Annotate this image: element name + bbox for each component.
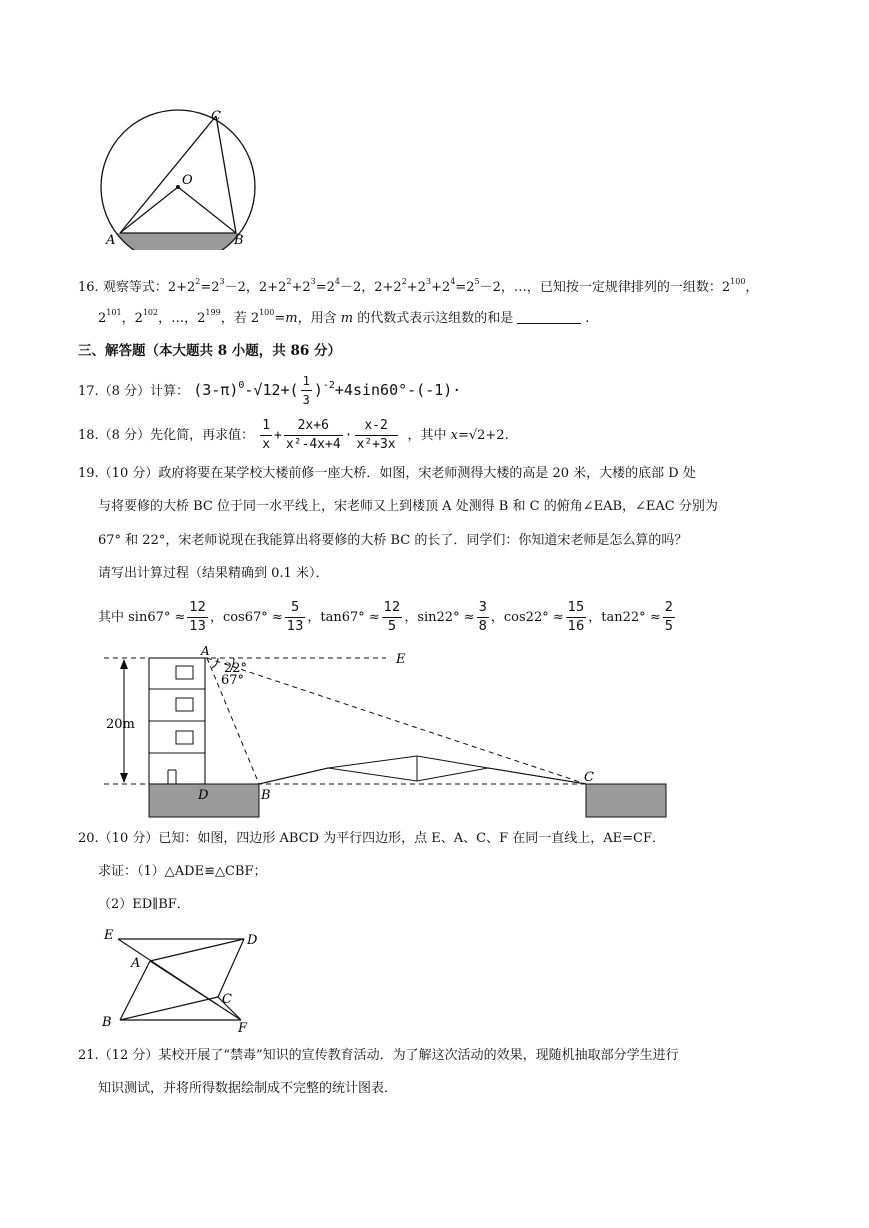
q21-line2: 知识测试，并将所得数据绘制成不完整的统计图表． — [98, 1081, 398, 1096]
answer-blank[interactable] — [517, 309, 581, 324]
label-e: E — [396, 652, 406, 667]
ground-right — [586, 784, 666, 817]
label-a: A — [131, 956, 141, 971]
angle-22: 22° — [224, 661, 248, 676]
label-d: D — [247, 933, 258, 948]
circle-figure — [96, 100, 266, 250]
label-d: D — [198, 788, 209, 803]
section-3-heading: 三、解答题（本大题共 8 小题，共 86 分） — [78, 343, 341, 359]
label-b: B — [234, 233, 244, 248]
label-a: A — [106, 233, 116, 248]
label-o: O — [182, 173, 193, 188]
label-f: F — [238, 1021, 248, 1035]
q20-line3: （2）ED∥BF． — [98, 897, 190, 912]
q18: 18.（8 分）先化简，再求值： $\frac{1}{x}$ + $\frac{2x+6}{\text{x²-4x+4}}$ · $\frac{x-2}{\text{x²+3x}}$ ，其中 x=√2+2. — [78, 418, 509, 452]
q21-line1: 21.（12 分）某校开展了“禁毒”知识的宣传教育活动．为了解这次活动的效果，现随机抽取部分学生进行 — [78, 1048, 679, 1063]
height-label: 20m — [106, 717, 135, 732]
bridge-figure — [96, 643, 676, 823]
q20-line2: 求证：（1）△ADE≌△CBF； — [98, 864, 267, 879]
label-b: B — [261, 788, 271, 803]
q19-line1: 19.（10 分）政府将要在某学校大楼前修一座大桥．如图，宋老师测得大楼的高是 20 米，大楼的底部 D 处 — [78, 466, 696, 481]
label-b: B — [102, 1015, 112, 1030]
q19-line4: 请写出计算过程（结果精确到 0.1 米）． — [98, 566, 329, 581]
q19-line3: 67° 和 22°，宋老师说现在我能算出将要修的大桥 BC 的长了．同学们：你知道宋老师是怎么算的吗？ — [98, 533, 688, 548]
label-c: C — [222, 992, 232, 1007]
label-a: A — [201, 644, 210, 658]
q16-line2: $2^{101}$，$2^{102}$，…，$2^{199}$，若 $2^{100}=m$，用含 m 的代数式表示这组数的和是 . — [98, 308, 590, 326]
parallelogram-figure — [98, 925, 268, 1035]
label-e: E — [104, 928, 114, 943]
angle-67: 67° — [221, 673, 245, 688]
q19-line2: 与将要修的大桥 BC 位于同一水平线上，宋老师又上到楼顶 A 处测得 B 和 C 的俯角∠EAB，∠EAC 分别为 — [98, 499, 718, 514]
label-c: C — [211, 109, 221, 124]
label-c: C — [584, 770, 594, 785]
q20-line1: 20.（10 分）已知：如图，四边形 ABCD 为平行四边形，点 E、A、C、F 在同一直线上，AE=CF． — [78, 831, 666, 846]
q16-line1: 16. 观察等式：$2+2^2=2^3-2$，$2+2^2+2^3=2^4-2$，$2+2^2+2^3+2^4=2^5-2$，…，已知按一定规律排列的一组数：$2^{100}$， — [78, 277, 759, 295]
q17: 17.（8 分）计算： $(3-\pi)^0-√12+$( $\frac{1}{3}$ )$^{-2}$+4sin60°-(-1)· — [78, 374, 462, 407]
q19-given: 其中 sin67° ≈ $\frac{12}{13}$ ，cos67° ≈ $\frac{5}{13}$ ，tan67° ≈ $\frac{12}{5}$ ，sin22° ≈ $\frac{3}{8}$ ，cos22° ≈ $\frac{15}{16}$ ，tan22° ≈ $\frac{2}{5}$ — [98, 600, 673, 634]
